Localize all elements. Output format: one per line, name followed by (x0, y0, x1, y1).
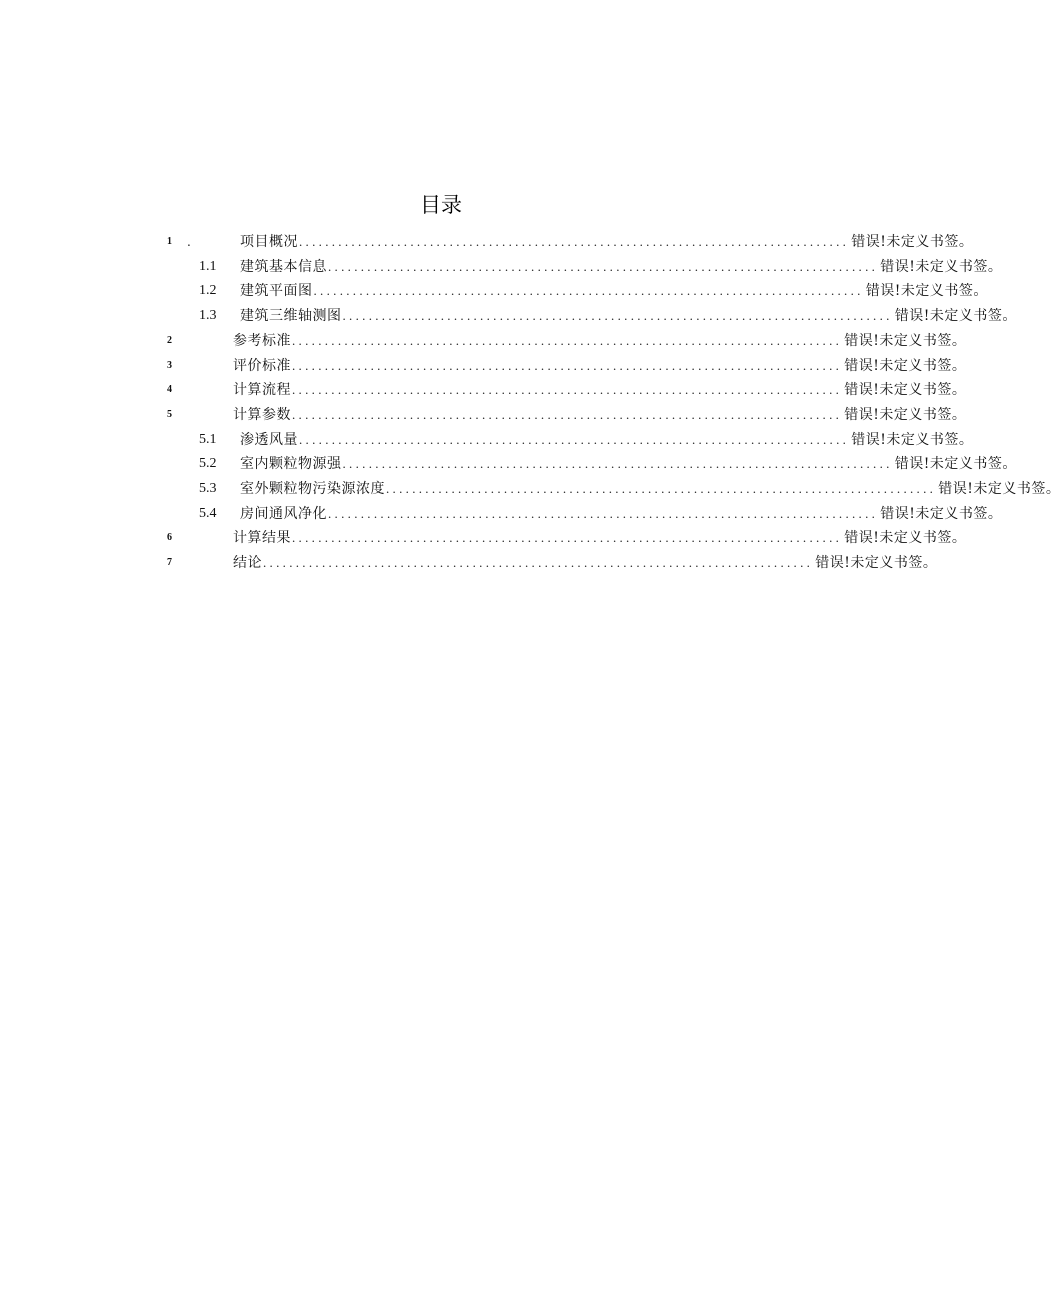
toc-leader-dots: .................................................................................... (299, 431, 850, 447)
toc-leader-dots: .................................................................................... (292, 332, 843, 348)
toc-entry-title: 建筑平面图 (240, 283, 313, 300)
toc-leader-dots: .................................................................................... (328, 258, 879, 274)
toc-entry-number: 7 (167, 557, 172, 569)
toc-entry-page-ref: 错误!未定义书签。 (851, 234, 974, 250)
toc-entry-number: 6 (167, 532, 172, 544)
toc-entry-line (240, 428, 974, 453)
toc-entry-title: 项目概况 (240, 234, 298, 250)
toc-entry-title: 室外颗粒物污染源浓度 (240, 481, 385, 497)
toc-entry-title: 评价标准 (233, 357, 291, 374)
toc-entry[interactable] (0, 279, 988, 304)
toc-entry-line (233, 329, 967, 354)
toc-entry-page-ref: 错误!未定义书签。 (815, 555, 938, 572)
toc-entry-title: 建筑基本信息 (240, 258, 327, 275)
toc-entry-number: 1.3 (199, 308, 217, 324)
toc-leader-dots: .................................................................................... (313, 283, 864, 299)
toc-entry-page-ref: 错误!未定义书签。 (880, 505, 1003, 522)
toc-entry[interactable] (0, 378, 967, 403)
toc-leader-dots: .................................................................................... (386, 481, 937, 496)
toc-entry-number: 1 (167, 236, 172, 247)
toc-entry-line (240, 255, 1003, 280)
toc-entry-number: 5.3 (199, 481, 217, 496)
toc-entry-line (233, 403, 967, 428)
toc-entry-title: 室内颗粒物源强 (240, 456, 342, 473)
toc-leader-dots: .................................................................................... (292, 406, 843, 422)
toc-entry[interactable] (0, 329, 967, 354)
toc-entry-title: 结论 (233, 555, 262, 572)
toc-entry[interactable] (0, 551, 938, 576)
toc-entry-number: 1.1 (199, 258, 217, 274)
toc-entry-number: 5.2 (199, 456, 217, 472)
toc-entry[interactable] (0, 304, 1017, 329)
toc-entry-title: 计算参数 (233, 406, 291, 423)
toc-entry-page-ref: 错误!未定义书签。 (894, 456, 1017, 473)
toc-leader-dots: .................................................................................... (292, 530, 843, 546)
toc-entry-line (240, 477, 1060, 502)
toc-leader-dots: .................................................................................... (263, 555, 814, 571)
toc-entry-line (233, 551, 938, 576)
toc-entry-page-ref: 错误!未定义书签。 (844, 406, 967, 423)
toc-entry-title: 计算流程 (233, 382, 291, 399)
toc-entry-title: 建筑三维轴测图 (240, 308, 342, 325)
toc-entry-page-ref: 错误!未定义书签。 (894, 308, 1017, 325)
toc-entry[interactable] (0, 428, 974, 453)
toc-entry-line (233, 378, 967, 403)
toc-entry-title: 计算结果 (233, 530, 291, 547)
toc-entry-title: 房间通风净化 (240, 505, 327, 522)
toc-entry-page-ref: 错误!未定义书签。 (938, 481, 1060, 497)
toc-entry-number: 5.4 (199, 505, 217, 521)
toc-entry-line (233, 354, 967, 379)
toc-entry[interactable] (0, 230, 974, 255)
toc-leader-dots: .................................................................................... (292, 382, 843, 398)
toc-leader-dots: .................................................................................... (292, 357, 843, 373)
toc-leader-dots: .................................................................................... (299, 234, 850, 249)
toc-entry-page-ref: 错误!未定义书签。 (844, 382, 967, 399)
toc-entry-number: 1.2 (199, 283, 217, 299)
toc-entry[interactable] (0, 452, 1017, 477)
toc-entry[interactable] (0, 526, 967, 551)
toc-entry-line (233, 526, 967, 551)
toc-entry-line (240, 279, 988, 304)
toc-entry-line (240, 452, 1017, 477)
toc-entry-page-ref: 错误!未定义书签。 (880, 258, 1003, 275)
toc-entry-page-ref: 错误!未定义书签。 (851, 431, 974, 448)
toc-entry-number: 3 (167, 359, 172, 371)
toc-entry-separator: . (187, 235, 191, 249)
toc-entry[interactable] (0, 477, 1060, 502)
toc-entry-title: 渗透风量 (240, 431, 298, 448)
toc-entry-page-ref: 错误!未定义书签。 (844, 332, 967, 349)
toc-entry-page-ref: 错误!未定义书签。 (844, 357, 967, 374)
toc-entry-page-ref: 错误!未定义书签。 (844, 530, 967, 547)
toc-entry-number: 2 (167, 334, 172, 346)
toc-leader-dots: .................................................................................... (342, 456, 893, 472)
toc-entry-line (240, 502, 1003, 527)
toc-leader-dots: .................................................................................... (342, 308, 893, 324)
toc-entry-title: 参考标准 (233, 332, 291, 349)
toc-title: 目录 (420, 193, 462, 217)
toc-entry[interactable] (0, 255, 1003, 280)
toc-entry-page-ref: 错误!未定义书签。 (865, 283, 988, 300)
toc-entry[interactable] (0, 403, 967, 428)
toc-entry-line (240, 304, 1017, 329)
toc-entry[interactable] (0, 502, 1003, 527)
toc-entry[interactable] (0, 354, 967, 379)
toc-entry-number: 4 (167, 384, 172, 396)
toc-entry-number: 5 (167, 408, 172, 420)
toc-entry-number: 5.1 (199, 431, 217, 447)
toc-entry-line (240, 230, 974, 255)
toc-leader-dots: .................................................................................... (328, 505, 879, 521)
